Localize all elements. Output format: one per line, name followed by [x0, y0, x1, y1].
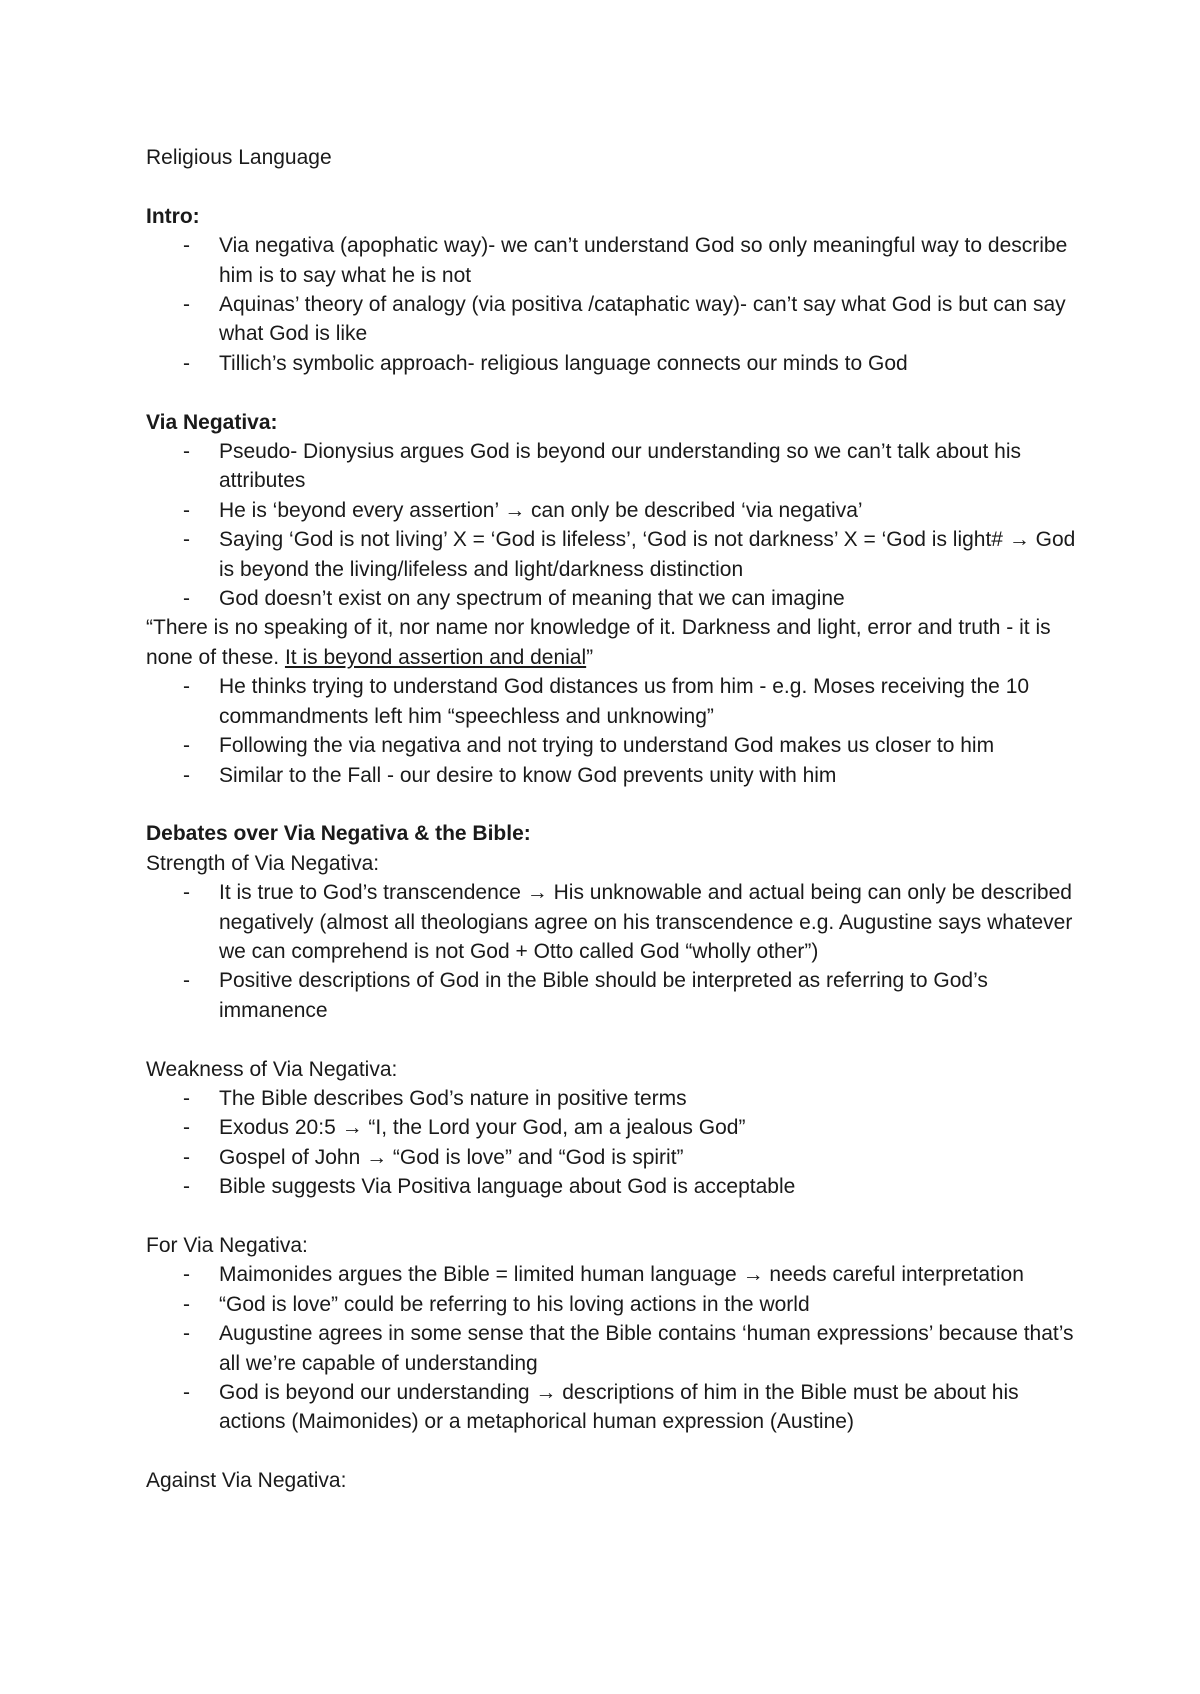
list-item: - Following the via negativa and not trying to understand God makes us closer to him: [183, 734, 995, 758]
dionysius-quote: “There is no speaking of it, nor name nor knowledge of it. Darkness and light, error and truth - it is none of these. It is beyond assertion and denial”: [146, 616, 1051, 669]
weakness-label: Weakness of Via Negativa:: [146, 1057, 398, 1081]
for-list: [146, 1260, 1076, 1436]
via-negativa-list-b: [146, 672, 1076, 790]
list-item: - The Bible describes God’s nature in positive terms: [183, 1086, 687, 1110]
intro-heading: Intro:: [146, 204, 200, 228]
list-item: - God is beyond our understanding → descriptions of him in the Bible must be about his actions (Maimonides) or a metaphorical human expression (Austine): [183, 1380, 1019, 1434]
list-item: - Via negativa (apophatic way)- we can’t understand God so only meaningful way to describe him is to say what he is not: [183, 234, 1068, 287]
via-negativa-heading: Via Negativa:: [146, 410, 278, 434]
list-item: - He is ‘beyond every assertion’ → can only be described ‘via negativa’: [183, 498, 863, 522]
list-item: - Maimonides argues the Bible = limited human language → needs careful interpretation: [183, 1263, 1024, 1287]
for-label: For Via Negativa:: [146, 1233, 308, 1257]
list-item: - “God is love” could be referring to his loving actions in the world: [183, 1292, 810, 1316]
list-item: - Exodus 20:5 → “I, the Lord your God, am a jealous God”: [183, 1116, 746, 1140]
list-item: - Positive descriptions of God in the Bible should be interpreted as referring to God’s immanence: [183, 969, 988, 1022]
intro-list: [146, 231, 1076, 378]
list-item: - He thinks trying to understand God distances us from him - e.g. Moses receiving the 10 commandments left him “speechless and unknowing”: [183, 675, 1030, 728]
strength-list: [146, 878, 1076, 1025]
weakness-list: [146, 1084, 1076, 1202]
underlined-quote: It is beyond assertion and denial: [284, 645, 587, 669]
document-title: Religious Language: [146, 146, 332, 169]
list-item: - It is true to God’s transcendence → His unknowable and actual being can only be described negatively (almost all theologians agree on his transcendence e.g. Augustine says whatever we can comprehend is not God + Otto called God “wholly other”): [183, 881, 1073, 963]
list-item: - Similar to the Fall - our desire to know God prevents unity with him: [183, 763, 837, 787]
list-item: - Tillich’s symbolic approach- religious language connects our minds to God: [183, 351, 908, 375]
list-item: - Aquinas’ theory of analogy (via positiva /cataphatic way)- can’t say what God is but can say what God is like: [183, 293, 1066, 346]
against-label: Against Via Negativa:: [146, 1469, 347, 1493]
list-item: - Gospel of John → “God is love” and “God is spirit”: [183, 1145, 684, 1169]
list-item: - Saying ‘God is not living’ X = ‘God is lifeless’, ‘God is not darkness’ X = ‘God is light# → God is beyond the living/lifeless and light/darkness distinction: [183, 528, 1076, 581]
list-item: - Pseudo- Dionysius argues God is beyond our understanding so we can’t talk about his attributes: [183, 440, 1021, 493]
debates-heading: Debates over Via Negativa & the Bible:: [146, 822, 531, 846]
strength-label: Strength of Via Negativa:: [146, 851, 380, 875]
document-page: [146, 143, 1076, 1496]
list-item: - Bible suggests Via Positiva language about God is acceptable: [183, 1175, 796, 1199]
list-item: - God doesn’t exist on any spectrum of meaning that we can imagine: [183, 587, 845, 611]
list-item: - Augustine agrees in some sense that the Bible contains ‘human expressions’ because that’s all we’re capable of understanding: [183, 1322, 1074, 1375]
via-negativa-list-a: [146, 437, 1076, 613]
